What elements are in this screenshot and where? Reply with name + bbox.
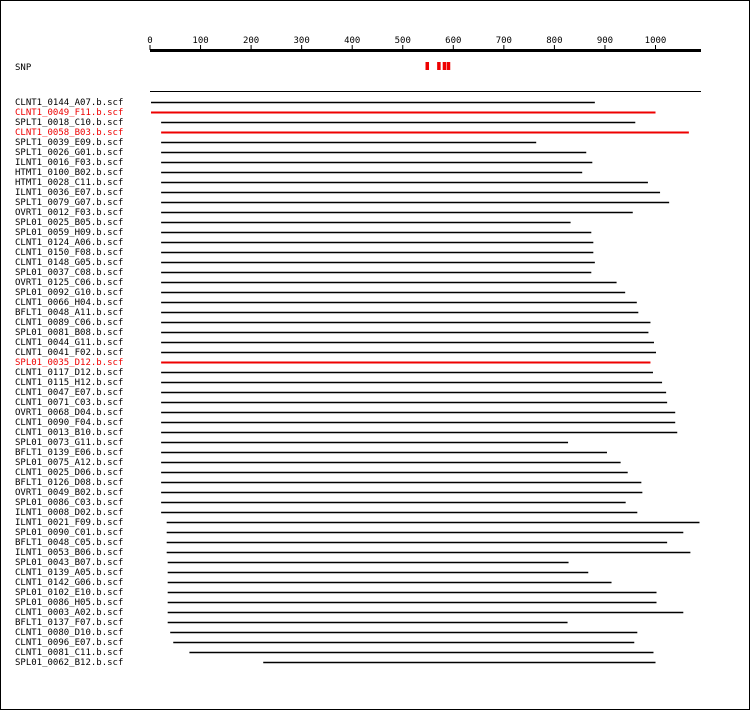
read-name: CLNT1_0058_B03.b.scf bbox=[15, 128, 124, 138]
position-axis bbox=[147, 36, 701, 52]
read-name: OVRT1_0125_C06.b.scf bbox=[15, 278, 124, 288]
read-name: BFLT1_0139_E06.b.scf bbox=[15, 448, 124, 458]
read-name: SPL01_0092_G10.b.scf bbox=[15, 288, 124, 298]
axis-tick-label: 900 bbox=[596, 36, 614, 46]
read-name: CLNT1_0013_B10.b.scf bbox=[15, 428, 124, 438]
read-name: BFLT1_0137_F07.b.scf bbox=[15, 618, 124, 628]
read-list bbox=[15, 98, 699, 668]
read-name: SPLT1_0026_G01.b.scf bbox=[15, 148, 124, 158]
read-name: SPL01_0059_H09.b.scf bbox=[15, 228, 124, 238]
read-name: CLNT1_0148_G05.b.scf bbox=[15, 258, 124, 268]
read-alignment-diagram bbox=[1, 1, 750, 711]
read-name: SPLT1_0039_E09.b.scf bbox=[15, 138, 124, 148]
axis-tick-label: 1000 bbox=[644, 36, 667, 46]
read-name: CLNT1_0003_A02.b.scf bbox=[15, 608, 124, 618]
axis-tick-label: 700 bbox=[495, 36, 512, 46]
read-name: ILNT1_0053_B06.b.scf bbox=[15, 548, 124, 558]
read-name: CLNT1_0041_F02.b.scf bbox=[15, 348, 124, 358]
read-name: SPL01_0102_E10.b.scf bbox=[15, 588, 124, 598]
read-name: SPL01_0086_C03.b.scf bbox=[15, 498, 124, 508]
snp-track bbox=[15, 62, 701, 92]
axis-tick-label: 500 bbox=[394, 36, 411, 46]
read-name: CLNT1_0139_A05.b.scf bbox=[15, 568, 124, 578]
axis-tick-label: 600 bbox=[445, 36, 462, 46]
read-name: SPL01_0037_C08.b.scf bbox=[15, 268, 124, 278]
read-name: SPLT1_0079_G07.b.scf bbox=[15, 198, 124, 208]
read-name: SPLT1_0018_C10.b.scf bbox=[15, 118, 124, 128]
axis-tick-label: 100 bbox=[192, 36, 209, 46]
read-name: CLNT1_0089_C06.b.scf bbox=[15, 318, 124, 328]
snp-marker bbox=[426, 62, 430, 70]
axis-tick-label: 800 bbox=[546, 36, 563, 46]
axis-tick-label: 400 bbox=[344, 36, 361, 46]
read-name: ILNT1_0016_F03.b.scf bbox=[15, 158, 124, 168]
read-name: ILNT1_0036_E07.b.scf bbox=[15, 188, 124, 198]
read-name: OVRT1_0012_F03.b.scf bbox=[15, 208, 124, 218]
read-name: SPL01_0081_B08.b.scf bbox=[15, 328, 124, 338]
read-name: OVRT1_0068_D04.b.scf bbox=[15, 408, 124, 418]
read-name: OVRT1_0049_B02.b.scf bbox=[15, 488, 124, 498]
read-name: ILNT1_0021_F09.b.scf bbox=[15, 518, 124, 528]
read-name: SPL01_0075_A12.b.scf bbox=[15, 458, 124, 468]
read-name: CLNT1_0115_H12.b.scf bbox=[15, 378, 124, 388]
snp-marker bbox=[443, 62, 447, 70]
read-name: SPL01_0025_B05.b.scf bbox=[15, 218, 124, 228]
read-name: CLNT1_0049_F11.b.scf bbox=[15, 108, 124, 118]
read-name: SPL01_0035_D12.b.scf bbox=[15, 358, 124, 368]
read-name: CLNT1_0142_G06.b.scf bbox=[15, 578, 124, 588]
read-name: SPL01_0086_H05.b.scf bbox=[15, 598, 124, 608]
snp-label: SNP bbox=[15, 63, 32, 73]
read-name: HTMT1_0028_C11.b.scf bbox=[15, 178, 124, 188]
axis-tick-label: 300 bbox=[293, 36, 310, 46]
read-name: ILNT1_0008_D02.b.scf bbox=[15, 508, 124, 518]
axis-tick-label: 200 bbox=[242, 36, 260, 46]
read-name: CLNT1_0047_E07.b.scf bbox=[15, 388, 124, 398]
read-name: CLNT1_0081_C11.b.scf bbox=[15, 648, 124, 658]
read-name: CLNT1_0117_D12.b.scf bbox=[15, 368, 124, 378]
axis-line bbox=[150, 49, 701, 52]
read-name: CLNT1_0071_C03.b.scf bbox=[15, 398, 124, 408]
snp-marker bbox=[437, 62, 441, 70]
read-name: CLNT1_0066_H04.b.scf bbox=[15, 298, 124, 308]
read-name: SPL01_0043_B07.b.scf bbox=[15, 558, 124, 568]
read-name: CLNT1_0144_A07.b.scf bbox=[15, 98, 124, 108]
read-name: HTMT1_0100_B02.b.scf bbox=[15, 168, 124, 178]
snp-marker bbox=[447, 62, 451, 70]
axis-tick-label: 0 bbox=[147, 36, 153, 46]
read-name: CLNT1_0025_D06.b.scf bbox=[15, 468, 124, 478]
read-name: BFLT1_0126_D08.b.scf bbox=[15, 478, 124, 488]
read-name: CLNT1_0090_F04.b.scf bbox=[15, 418, 124, 428]
read-name: CLNT1_0080_D10.b.scf bbox=[15, 628, 124, 638]
read-name: SPL01_0073_G11.b.scf bbox=[15, 438, 124, 448]
read-name: BFLT1_0048_A11.b.scf bbox=[15, 308, 124, 318]
read-name: CLNT1_0150_F08.b.scf bbox=[15, 248, 124, 258]
read-name: SPL01_0062_B12.b.scf bbox=[15, 658, 124, 668]
read-name: CLNT1_0096_E07.b.scf bbox=[15, 638, 124, 648]
read-name: CLNT1_0044_G11.b.scf bbox=[15, 338, 124, 348]
read-name: BFLT1_0048_C05.b.scf bbox=[15, 538, 124, 548]
read-name: SPL01_0090_C01.b.scf bbox=[15, 528, 124, 538]
read-name: CLNT1_0124_A06.b.scf bbox=[15, 238, 124, 248]
